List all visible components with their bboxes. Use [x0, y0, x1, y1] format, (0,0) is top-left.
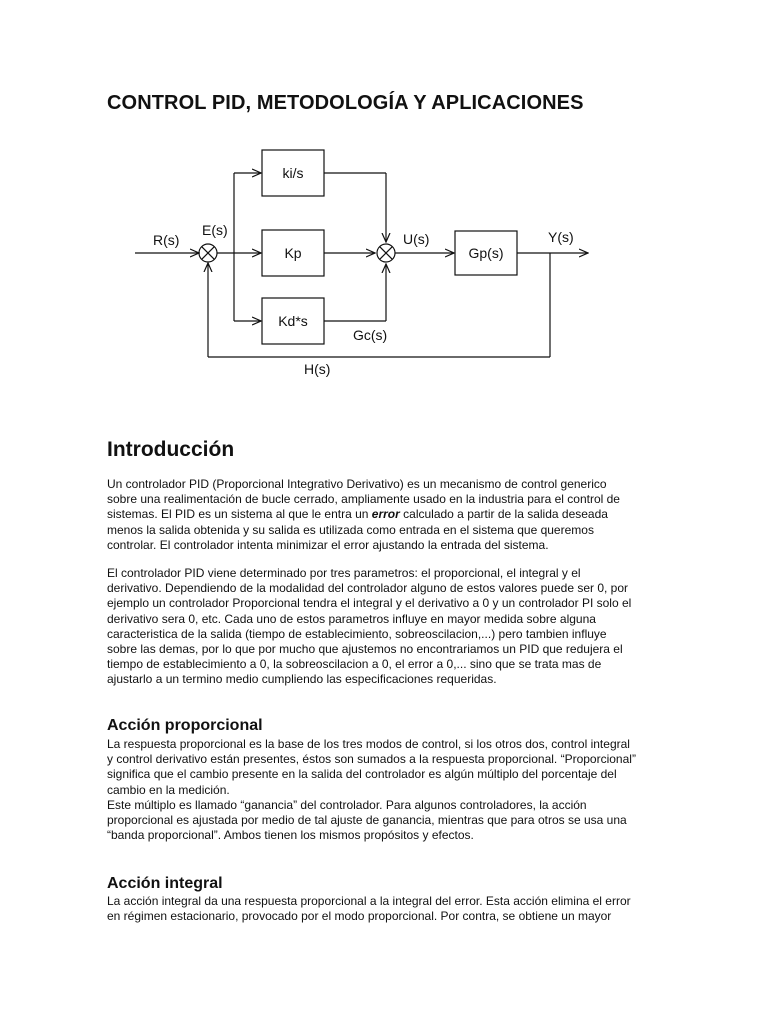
integral-paragraph: La acción integral da una respuesta proporcional a la integral del error. Esta acción elimina el error en régimen estacionario, provocado por el modo proporcional. Por contra, se obtiene un mayor — [107, 894, 631, 924]
proporcional-heading: Acción proporcional — [107, 717, 263, 734]
proportional-block-label: Kp — [284, 245, 302, 261]
pid-block-diagram — [120, 140, 600, 385]
derivative-block-label: Kd*s — [278, 313, 308, 329]
integral-block-label: ki/s — [282, 165, 304, 181]
proporcional-paragraph: La respuesta proporcional es la base de los tres modos de control, si los otros dos, control integral y control derivativo están presentes, éstos son sumados a la respuesta proporcional. “Proporcional” significa que el cambio presente en la salida del controlador es algún múltiplo del porcentaje del cambio en la medición. Este múltiplo es llamado “ganancia” del controlador. Para algunos controladores, la acción proporcional es ajustada por medio de tal ajuste de ganancia, mientras que para otros se usa una “banda proporcional”. Ambos tienen los mismos propósitos y efectos. — [107, 737, 636, 843]
output-label: Y(s) — [548, 229, 574, 245]
controller-label: Gc(s) — [353, 327, 388, 343]
control-signal-label: U(s) — [403, 231, 430, 247]
input-label: R(s) — [153, 232, 180, 248]
intro-heading: Introducción — [107, 438, 235, 461]
intro-paragraph-2: El controlador PID viene determinado por tres parametros: el proporcional, el integral y el derivativo. Dependiendo de la modalidad del controlador alguno de estos valores puede ser 0, por ejemplo un controlador Proporcional tendra el integral y el derivativo a 0 y un controlador PI solo el derivativo sera 0, etc. Cada uno de estos parametros influye en mayor medida sobre alguna caracteristica de la salida (tiempo de establecimiento, sobreoscilacion,...) pero tambien influye sobre las demas, por lo que por mucho que ajustemos no encontrariamos un PID que redujera el tiempo de establecimiento a 0, la sobreoscilacion a 0, el error a 0,... sino que se trata mas de ajustarlo a un termino medio cumpliendo las especificaciones requeridas. — [107, 566, 632, 687]
error-label: E(s) — [202, 222, 228, 238]
intro-paragraph-1: Un controlador PID (Proporcional Integrativo Derivativo) es un mecanismo de control generico sobre una realimentación de bucle cerrado, ampliamente usado en la industria para el control de sistemas. El PID es un sistema al que le entra un error calculado a partir de la salida deseada menos la salida obtenida y su salida es utilizada como entrada en el sistema que queremos controlar. El controlador intenta minimizar el error ajustando la entrada del sistema. — [107, 477, 620, 552]
page-title: CONTROL PID, METODOLOGÍA Y APLICACIONES — [107, 92, 584, 114]
plant-block-label: Gp(s) — [468, 245, 504, 261]
error-emphasis: error — [371, 507, 400, 522]
feedback-label: H(s) — [304, 361, 331, 377]
integral-heading: Acción integral — [107, 875, 223, 892]
